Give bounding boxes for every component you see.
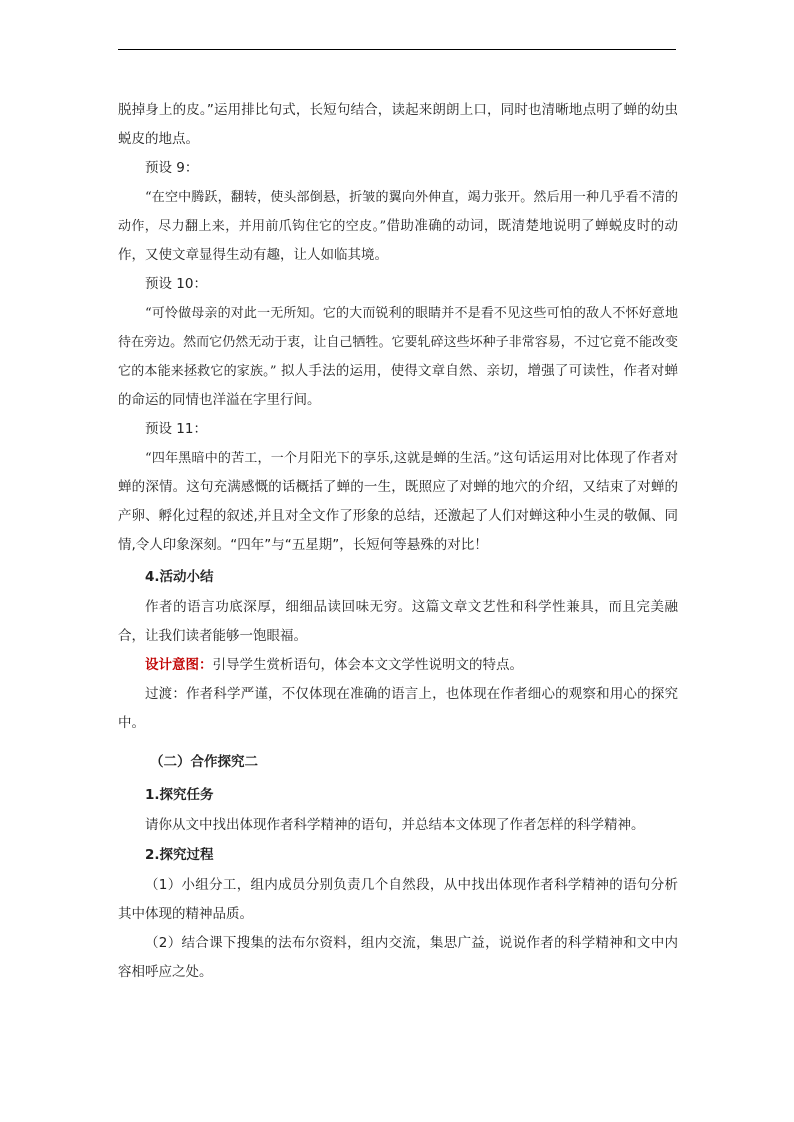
process-step-2: （2）结合课下搜集的法布尔资料，组内交流，集思广益，说说作者的科学精神和文中内容相呼应之处。: [118, 935, 678, 980]
preset-11-comment: 这句话运用对比体现了作者对蝉的深情。这句充满感慨的话概括了蝉的一生，既照应了对蝉的地穴的介绍，又结束了对蝉的产卵、孵化过程的叙述,并且对全文作了形象的总结，还激起了人们对蝉这种小生灵的敬佩、同情,令人印象深刻。“四年”与“五星期”，长短何等悬殊的对比！: [118, 450, 678, 553]
preset-9-label: 预设 9：: [145, 160, 199, 176]
section-2-heading: （二）合作探究二: [150, 754, 258, 770]
preset-11-paragraph: [118, 444, 678, 560]
transition-paragraph: 过渡：作者科学严谨，不仅体现在准确的语言上，也体现在作者细心的观察和用心的探究中。: [118, 686, 678, 731]
process-step-1: （1）小组分工，组内成员分别负责几个自然段，从中找出体现作者科学精神的语句分析其中体现的精神品质。: [118, 877, 678, 922]
preset-11-label: 预设 11：: [145, 421, 207, 437]
activity-summary-heading: 4.活动小结: [145, 569, 214, 585]
process-heading: 2.探究过程: [145, 847, 214, 863]
preset-11-quote: “四年黑暗中的苦工，一个月阳光下的享乐,这就是蝉的生活。”: [145, 451, 500, 466]
paragraph-cicada-molt-location: 脱掉身上的皮。”运用排比句式，长短句结合，读起来朗朗上口，同时也清晰地点明了蝉的幼虫蜕皮的地点。: [118, 102, 678, 147]
header-rule: [118, 49, 676, 50]
design-intent-label: 设计意图：: [145, 657, 213, 673]
preset-10-label: 预设 10：: [145, 276, 207, 292]
design-intent-paragraph: [118, 651, 678, 680]
preset-9-comment: 借助准确的动词，既清楚地说明了蝉蜕皮时的动作，又使文章显得生动有趣，让人如临其境。: [118, 218, 678, 263]
task-text: 请你从文中找出体现作者科学精神的语句，并总结本文体现了作者怎样的科学精神。: [145, 817, 645, 833]
preset-10-quote: “可怜做母亲的对此一无所知。它的大而锐利的眼睛并不是看不见这些可怕的敌人不怀好意地待在旁边。然而它仍然无动于衷，让自己牺牲。它要轧碎这些坏种子非常容易，不过它竟不能改变它的本能来拯救它的家族。”: [118, 306, 678, 379]
task-heading: 1.探究任务: [145, 787, 214, 803]
preset-10-paragraph: [118, 299, 678, 415]
design-intent-text: 引导学生赏析语句，体会本文文学性说明文的特点。: [212, 657, 523, 673]
preset-9-paragraph: [118, 183, 678, 270]
preset-9-quote: “在空中腾跃，翻转，使头部倒悬，折皱的翼向外伸直，竭力张开。然后用一种几乎看不清的动作，尽力翻上来，并用前爪钩住它的空皮。”: [118, 190, 678, 234]
preset-10-comment: 拟人手法的运用，使得文章自然、亲切，增强了可读性，作者对蝉的命运的同情也洋溢在字里行间。: [118, 363, 678, 408]
activity-summary-text: 作者的语言功底深厚，细细品读回味无穷。这篇文章文艺性和科学性兼具，而且完美融合，让我们读者能够一饱眼福。: [118, 599, 678, 644]
document-body: [118, 96, 678, 987]
